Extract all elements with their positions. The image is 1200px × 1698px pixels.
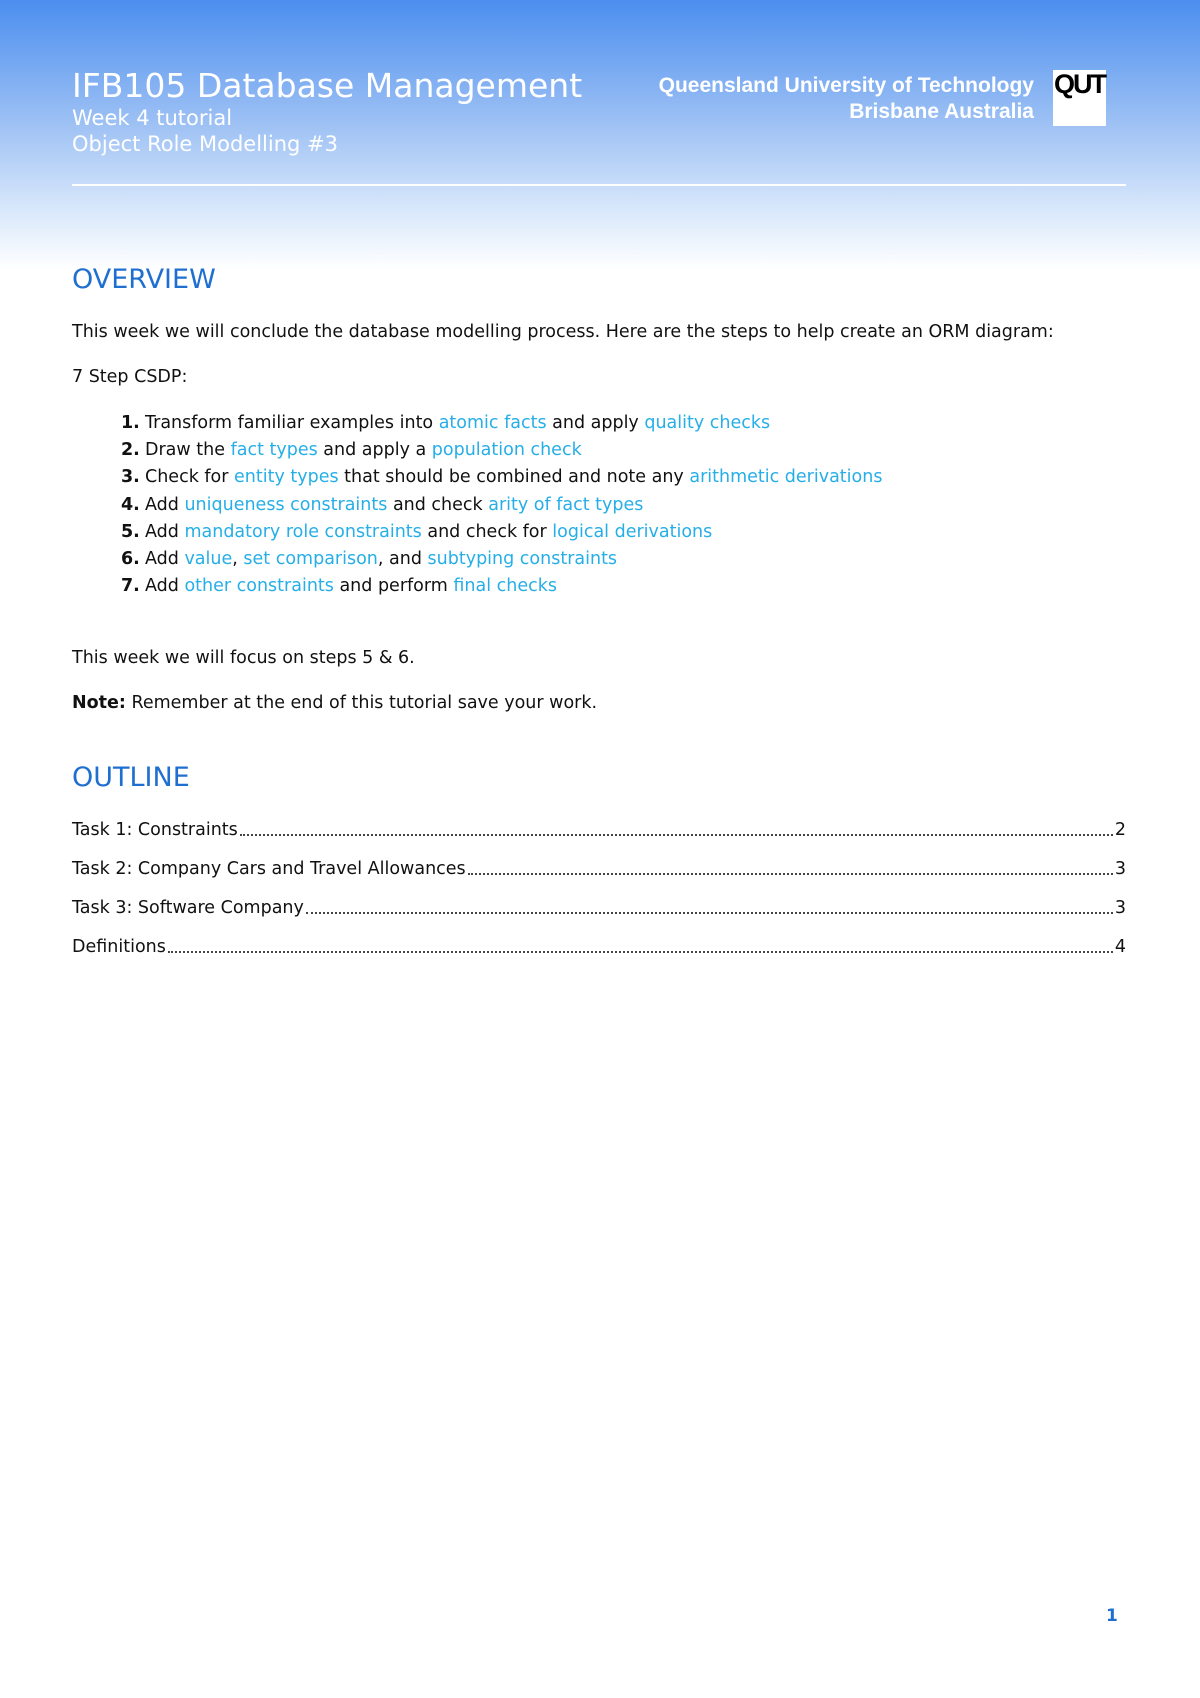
toc-entry[interactable] [72, 810, 1126, 849]
step-text: and perform [333, 576, 454, 597]
step-term: arithmetic derivations [689, 467, 883, 488]
step-term: subtyping constraints [427, 548, 618, 569]
steps-list [72, 410, 882, 600]
topic-label: Object Role Modelling #3 [72, 132, 338, 156]
step-number: 1. [121, 413, 140, 433]
page-number: 1 [1106, 1606, 1118, 1626]
step-text: Add [145, 494, 185, 515]
toc-entry-page: 3 [1114, 897, 1126, 918]
step-number: 6. [121, 548, 140, 569]
toc-entry-page: 2 [1114, 819, 1126, 840]
step-number: 4. [121, 494, 140, 515]
toc-entry-label: Task 2: Company Cars and Travel Allowances [72, 858, 466, 879]
step-item [72, 519, 882, 546]
step-text: , [232, 548, 244, 569]
step-text: Transform familiar examples into [145, 413, 439, 433]
steps-title: 7 Step CSDP: [72, 367, 188, 387]
step-number: 7. [121, 576, 140, 597]
toc-leader-dots [168, 951, 1113, 953]
step-item [72, 437, 882, 464]
university-name: Queensland University of Technology [658, 74, 1034, 97]
step-text: and check [387, 494, 489, 515]
step-number: 5. [121, 521, 140, 542]
note-text: Remember at the end of this tutorial save your work. [125, 693, 598, 713]
toc-entry-label: Definitions [72, 936, 166, 957]
step-number: 2. [121, 440, 140, 461]
step-term: logical derivations [552, 521, 713, 542]
step-term: mandatory role constraints [184, 521, 422, 542]
step-term: uniqueness constraints [184, 494, 388, 515]
step-term: other constraints [184, 576, 334, 597]
header-divider [72, 184, 1126, 186]
university-location: Brisbane Australia [849, 100, 1034, 123]
step-text: and check for [421, 521, 553, 542]
outline-heading: OUTLINE [72, 762, 190, 793]
step-term: fact types [230, 440, 318, 461]
step-item [72, 492, 882, 519]
note-label: Note: [72, 693, 126, 713]
step-item [72, 573, 882, 600]
step-text: , and [377, 548, 428, 569]
toc-entry-label: Task 1: Constraints [72, 819, 238, 840]
step-text: that should be combined and note any [338, 467, 690, 488]
toc-leader-dots [468, 873, 1113, 875]
header-banner [0, 0, 1200, 270]
step-item [72, 546, 882, 573]
toc-entry[interactable] [72, 927, 1126, 966]
step-term: atomic facts [438, 413, 547, 433]
toc-leader-dots [306, 912, 1113, 914]
step-text: and apply a [317, 440, 432, 461]
step-text: Add [145, 521, 185, 542]
step-text: and apply [546, 413, 645, 433]
toc-entry[interactable] [72, 888, 1126, 927]
step-term: arity of fact types [488, 494, 644, 515]
note-paragraph [72, 693, 597, 713]
table-of-contents [72, 810, 1126, 966]
step-text: Add [145, 548, 185, 569]
focus-text: This week we will focus on steps 5 & 6. [72, 648, 415, 668]
course-title: IFB105 Database Management [72, 66, 583, 105]
step-text: Check for [145, 467, 235, 488]
step-term: final checks [453, 576, 557, 597]
step-text: Add [145, 576, 185, 597]
overview-heading: OVERVIEW [72, 264, 216, 295]
overview-intro: This week we will conclude the database modelling process. Here are the steps to help create an ORM diagram: [72, 322, 1054, 342]
week-label: Week 4 tutorial [72, 106, 233, 130]
step-item [72, 464, 882, 491]
qut-logo: QUT [1053, 70, 1106, 126]
step-term: population check [431, 440, 582, 461]
toc-entry-page: 3 [1114, 858, 1126, 879]
toc-entry-label: Task 3: Software Company [72, 897, 304, 918]
step-term: quality checks [644, 413, 771, 433]
toc-entry[interactable] [72, 849, 1126, 888]
toc-leader-dots [240, 834, 1113, 836]
step-term: set comparison [243, 548, 378, 569]
step-text: Draw the [145, 440, 231, 461]
step-item [72, 410, 882, 437]
toc-entry-page: 4 [1114, 936, 1126, 957]
step-number: 3. [121, 467, 140, 488]
step-term: entity types [234, 467, 339, 488]
step-term: value [184, 548, 233, 569]
